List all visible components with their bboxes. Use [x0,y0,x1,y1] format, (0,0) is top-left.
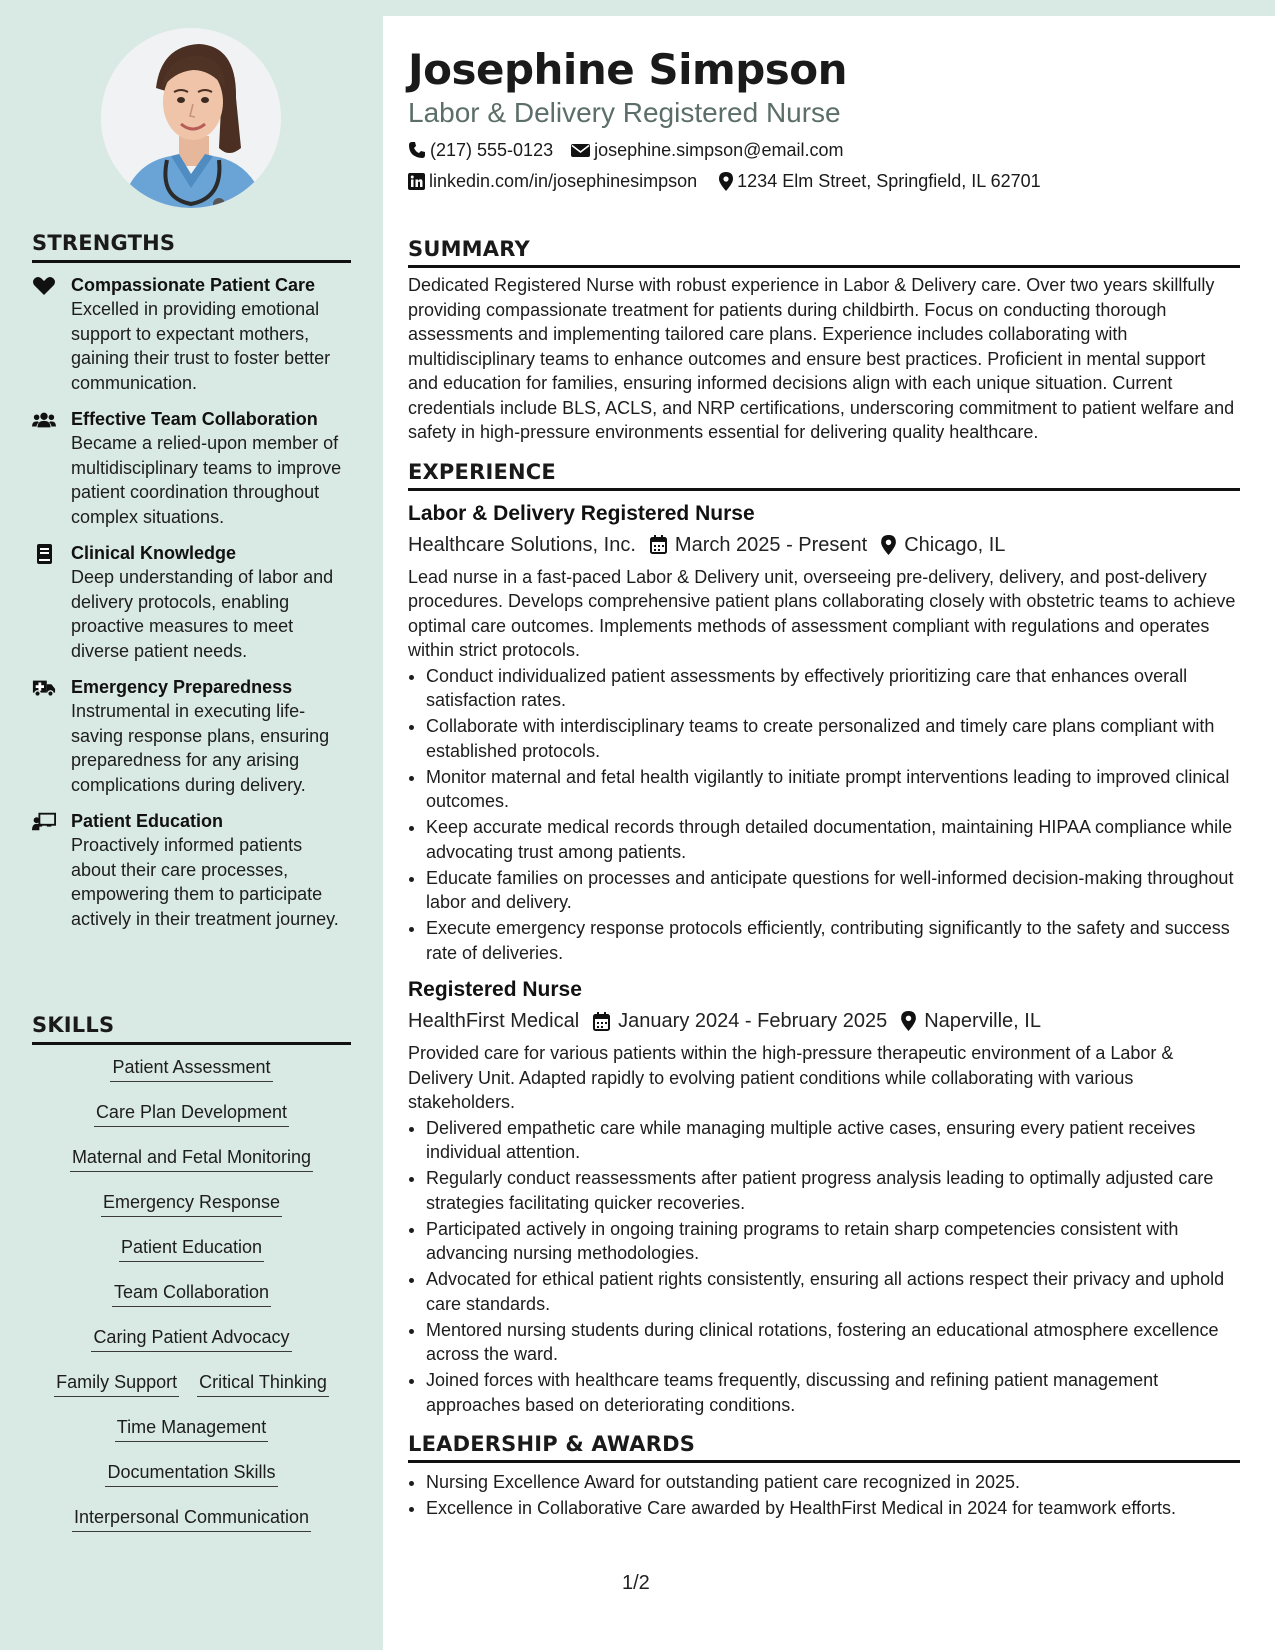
skill-tag: Critical Thinking [197,1371,329,1397]
top-strip [383,0,1275,16]
skill-tag: Patient Assessment [110,1056,272,1082]
strength-item [32,810,351,931]
address-text: 1234 Elm Street, Springfield, IL 62701 [737,171,1041,191]
summary-heading: SUMMARY [408,237,1240,268]
job-bullet: • Delivered empathetic care while managing multiple active cases, ensuring every patient receives individual attention. [426,1116,1240,1165]
job-bullet: • Keep accurate medical records through detailed documentation, maintaining HIPAA compliance while advocating trust among patients. [426,815,1240,864]
experience-heading: EXPERIENCE [408,460,1240,491]
awards-list [426,1470,1240,1521]
job-company: HealthFirst Medical [408,1010,580,1032]
envelope-icon [571,143,590,158]
job-bullet: • Conduct individualized patient assessments by effectively prioritizing care that enhances overall satisfaction rates. [426,664,1240,713]
job-title: Labor & Delivery Registered Nurse [408,501,755,525]
job-location [881,532,1005,558]
ambulance-icon [32,678,56,698]
contact-row [408,139,1240,161]
skill-tag: Interpersonal Communication [72,1506,311,1532]
users-icon [32,410,56,430]
skill-tag: Maternal and Fetal Monitoring [70,1146,313,1172]
strength-desc: Proactively informed patients about their care processes, empowering them to participate actively in their treatment journey. [71,835,339,929]
strengths-heading: STRENGTHS [32,231,351,263]
strength-desc: Deep understanding of labor and delivery protocols, enabling proactive measures to meet diverse patient needs. [71,567,334,661]
page-number: 1/2 [622,1572,650,1594]
awards-heading: LEADERSHIP & AWARDS [408,1432,1240,1463]
skill-tag: Team Collaboration [112,1281,271,1307]
job-dates [593,1008,887,1034]
job-company: Healthcare Solutions, Inc. [408,533,636,556]
skill-tag: Time Management [115,1416,268,1442]
email-text: josephine.simpson@email.com [594,140,844,160]
skill-tag: Emergency Response [101,1191,282,1217]
contact-address [719,170,1041,192]
skills-list [32,1056,351,1532]
profile-photo [101,28,281,208]
job-bullet: • Regularly conduct reassessments after patient progress analysis leading to optimally adjusted care strategies facilitating quicker recoveries. [426,1166,1240,1215]
job-meta [408,532,1240,558]
job-entry [408,977,1240,1417]
job-bullets [426,664,1240,966]
contact-phone [408,139,553,161]
summary-section [408,237,1240,445]
book-icon [32,544,56,564]
map-pin-icon [719,172,733,191]
linkedin-text: linkedin.com/in/josephinesimpson [429,171,698,191]
skill-tag: Family Support [54,1371,179,1397]
job-bullet: • Collaborate with interdisciplinary teams to create personalized and timely care plans compliant with established protocols. [426,714,1240,763]
strength-title: Emergency Preparedness [71,677,293,697]
job-location [901,1008,1041,1034]
job-meta [408,1008,1240,1034]
skills-heading: SKILLS [32,1013,351,1045]
job-dates [650,532,867,558]
main-content [408,16,1240,1522]
strength-item [32,676,351,797]
job-description: Lead nurse in a fast-paced Labor & Delivery unit, overseeing pre-delivery, delivery, and post-delivery procedures. Develops comprehensive patient plans collaborating closely with obstetric teams to achieve optimal care outcomes. Implements methods of assessment compliant with regulations and operates within strict protocols. [408,566,1236,660]
strength-title: Patient Education [71,811,224,831]
job-title: Registered Nurse [408,978,582,1001]
job-description: Provided care for various patients within the high-pressure therapeutic environment of a Labor & Delivery Unit. Adapted rapidly to evolving patient conditions while collaborating with various stakeholders. [408,1043,1174,1112]
job-bullet: • Execute emergency response protocols efficiently, contributing significantly to the safety and success rate of deliveries. [426,916,1240,965]
summary-text: Dedicated Registered Nurse with robust experience in Labor & Delivery care. Over two years skillfully providing compassionate treatment for patients during childbirth. Focus on conducting thorough assessments and implementing tailored care plans. Experience includes collaborating with multidisciplinary teams to enhance outcomes and ensure best practices. Proficient in mental support and education for families, ensuring informed decisions align with each unique situation. Current credentials include BLS, ACLS, and NRP certifications, underscoring commitment to patient welfare and safety in high-pressure environments essential for delivering quality healthcare. [408,275,1235,442]
candidate-name: Josephine Simpson [408,45,848,94]
skill-tag: Caring Patient Advocacy [91,1326,291,1352]
job-dates-text: March 2025 - Present [674,533,868,556]
strength-desc: Excelled in providing emotional support to expectant mothers, gaining their trust to foster better communication. [71,299,331,393]
skill-tag: Patient Education [119,1236,264,1262]
strength-desc: Became a relied-upon member of multidisciplinary teams to improve patient coordination throughout complex situations. [71,433,342,527]
strength-title: Compassionate Patient Care [71,275,316,295]
candidate-title: Labor & Delivery Registered Nurse [408,97,841,128]
award-item: • Nursing Excellence Award for outstanding patient care recognized in 2025. [426,1470,1240,1495]
avatar-illustration [101,28,281,208]
strength-item [32,542,351,663]
job-dates-text: January 2024 - February 2025 [618,1010,888,1032]
job-bullet: • Mentored nursing students during clinical rotations, fostering an educational atmosphere excellence across the ward. [426,1318,1240,1367]
strength-title: Clinical Knowledge [71,543,237,563]
experience-section [408,460,1240,1418]
strength-item [32,274,351,395]
job-bullet: • Educate families on processes and anticipate questions for well-informed decision-making throughout labor and delivery. [426,866,1240,915]
skill-tag: Documentation Skills [105,1461,277,1487]
teacher-icon [32,812,56,832]
phone-text: (217) 555-0123 [430,140,554,160]
contact-email [571,139,843,161]
phone-icon [408,141,426,159]
award-item: • Excellence in Collaborative Care awarded by HealthFirst Medical in 2024 for teamwork efforts. [426,1496,1240,1521]
skills-section [32,1013,351,1551]
skill-tag: Care Plan Development [94,1101,289,1127]
job-entry [408,501,1240,966]
job-bullet: • Advocated for ethical patient rights consistently, ensuring all actions respect their privacy and uphold care standards. [426,1267,1240,1316]
map-pin-icon [901,1011,916,1031]
job-bullet: • Monitor maternal and fetal health vigilantly to initiate prompt interventions leading to improved clinical outcomes. [426,765,1240,814]
heart-icon [32,276,56,296]
job-bullet: • Participated actively in ongoing training programs to retain sharp competencies consistent with advancing nursing methodologies. [426,1217,1240,1266]
job-location-text: Naperville, IL [924,1010,1041,1032]
job-location-text: Chicago, IL [904,533,1006,556]
contact-row-2 [408,170,1240,192]
linkedin-icon [408,173,425,190]
calendar-icon [593,1012,610,1031]
job-bullet: • Joined forces with healthcare teams frequently, discussing and refining patient management approaches based on deteriorating conditions. [426,1368,1240,1417]
strength-item [32,408,351,529]
contact-linkedin [408,170,697,192]
strength-title: Effective Team Collaboration [71,409,318,429]
strength-desc: Instrumental in executing life-saving response plans, ensuring preparedness for any arising complications during delivery. [71,701,330,795]
calendar-icon [650,535,667,554]
awards-section [408,1432,1240,1521]
job-bullets [426,1116,1240,1418]
map-pin-icon [881,535,896,555]
strengths-section [32,231,351,931]
